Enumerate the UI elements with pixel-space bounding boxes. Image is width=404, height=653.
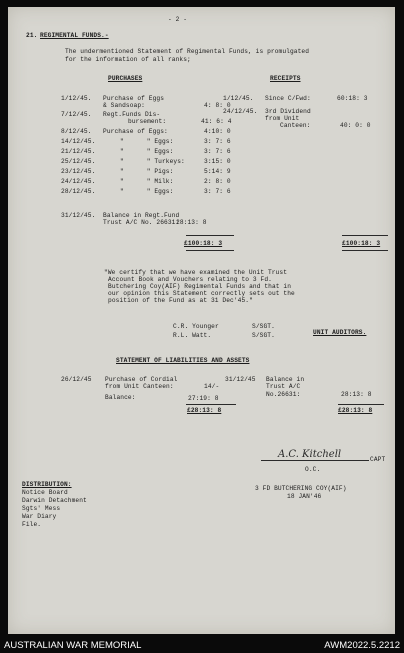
liability-balance-label: Balance: bbox=[105, 394, 136, 401]
signature-line bbox=[261, 460, 369, 461]
receipts-heading: RECEIPTS bbox=[270, 75, 301, 82]
purchase-desc: bursement: bbox=[128, 118, 167, 125]
rule bbox=[186, 404, 236, 405]
purchase-date: 8/12/45. bbox=[61, 128, 92, 135]
purchase-desc: " " Milk: bbox=[120, 178, 174, 185]
receipt-desc: Since C/Fwd: bbox=[265, 95, 311, 102]
footer-accession: AWM2022.5.2212 bbox=[324, 640, 400, 651]
distribution-item: Darwin Detachment bbox=[22, 497, 87, 504]
purchase-amount: 4:10: 0 bbox=[204, 128, 231, 135]
purchase-desc: " " Eggs: bbox=[120, 188, 174, 195]
signature-rank: CAPT bbox=[370, 456, 386, 463]
purchase-desc: & Sandsoap: bbox=[103, 102, 145, 109]
liability-line: Purchase of Cordial bbox=[105, 376, 178, 383]
purchase-date: 7/12/45. bbox=[61, 111, 92, 118]
purchase-amount: 3: 7: 6 bbox=[204, 188, 231, 195]
certify-line: "We certify that we have examined the Unit Trust bbox=[104, 269, 288, 276]
page-number: - 2 - bbox=[168, 16, 188, 23]
receipt-desc: Canteen: bbox=[280, 122, 311, 129]
purchase-desc: " " Pigs: bbox=[120, 168, 174, 175]
liabilities-heading: STATEMENT OF LIABILITIES AND ASSETS bbox=[116, 357, 250, 364]
distribution-item: War Diary bbox=[22, 513, 57, 520]
certify-line: Butchering Coy(AIF) Regimental Funds and that in bbox=[108, 283, 292, 290]
liability-date: 26/12/45 bbox=[61, 376, 92, 383]
purchase-desc: Regt.Funds Dis- bbox=[103, 111, 161, 118]
balance-line: Balance in Regt.Fund bbox=[103, 212, 180, 219]
section-number: 21. bbox=[26, 32, 38, 39]
balance-date: 31/12/45. bbox=[61, 212, 96, 219]
intro-line: for the information of all ranks; bbox=[65, 56, 191, 63]
assets-total: £28:13: 8 bbox=[338, 407, 373, 414]
certify-line: position of the Fund as at 31 Dec'45." bbox=[108, 297, 253, 304]
balance-line: Trust A/C No. 26631: bbox=[103, 219, 180, 226]
purchase-desc: " " Eggs: bbox=[120, 138, 174, 145]
auditor-name: R.L. Watt. bbox=[173, 332, 212, 339]
purchase-date: 25/12/45. bbox=[61, 158, 96, 165]
receipt-date: 24/12/45. bbox=[223, 108, 258, 115]
asset-line: Trust A/C bbox=[266, 383, 301, 390]
asset-date: 31/12/45 bbox=[225, 376, 256, 383]
receipt-date: 1/12/45. bbox=[223, 95, 254, 102]
auditor-rank: S/SGT. bbox=[252, 332, 275, 339]
liability-line: from Unit Canteen: bbox=[105, 383, 174, 390]
purchase-amount: 3:15: 0 bbox=[204, 158, 231, 165]
asset-line: No.26631: bbox=[266, 391, 301, 398]
auditor-name: C.R. Younger bbox=[173, 323, 219, 330]
auditors-label: UNIT AUDITORS. bbox=[313, 329, 367, 336]
receipt-desc: 3rd Dividend bbox=[265, 108, 311, 115]
footer-source: AUSTRALIAN WAR MEMORIAL bbox=[4, 640, 142, 651]
handwritten-signature: A.C. Kitchell bbox=[278, 449, 342, 460]
purchase-desc: " " Turkeys: bbox=[120, 158, 185, 165]
purchase-desc: " " Eggs: bbox=[120, 148, 174, 155]
purchase-amount: 41: 6: 4 bbox=[201, 118, 232, 125]
purchase-amount: 3: 7: 6 bbox=[204, 148, 231, 155]
purchase-date: 28/12/45. bbox=[61, 188, 96, 195]
issue-date: 18 JAN'46 bbox=[287, 493, 322, 500]
purchase-amount: 2: 8: 0 bbox=[204, 178, 231, 185]
certify-line: our opinion this Statement correctly sets out the bbox=[108, 290, 295, 297]
asset-amount: 28:13: 8 bbox=[341, 391, 372, 398]
section-title: REGIMENTAL FUNDS.- bbox=[40, 32, 109, 39]
intro-line: The undermentioned Statement of Regimental Funds, is promulgated bbox=[65, 48, 310, 55]
certify-line: Account Book and Vouchers relating to 3 Fd. bbox=[108, 276, 272, 283]
liability-balance: 27:19: 8 bbox=[188, 395, 219, 402]
distribution-heading: DISTRIBUTION: bbox=[22, 481, 72, 488]
receipt-desc: from Unit bbox=[265, 115, 300, 122]
purchase-amount: 4: 8: 0 bbox=[204, 102, 231, 109]
purchase-date: 23/12/45. bbox=[61, 168, 96, 175]
auditor-rank: S/SGT. bbox=[252, 323, 275, 330]
unit-name: 3 FD BUTCHERING COY(AIF) bbox=[255, 485, 347, 492]
distribution-item: File. bbox=[22, 521, 42, 528]
rule bbox=[338, 404, 384, 405]
purchase-amount: 5:14: 9 bbox=[204, 168, 231, 175]
purchase-amount: 3: 7: 6 bbox=[204, 138, 231, 145]
rule bbox=[186, 235, 234, 236]
liability-amount: 14/- bbox=[204, 383, 220, 390]
purchase-date: 1/12/45. bbox=[61, 95, 92, 102]
signature-title: O.C. bbox=[305, 466, 321, 473]
purchases-total: £100:18: 3 bbox=[184, 240, 223, 247]
purchase-date: 21/12/45. bbox=[61, 148, 96, 155]
purchase-desc: Purchase of Eggs: bbox=[103, 128, 168, 135]
purchase-date: 14/12/45. bbox=[61, 138, 96, 145]
rule bbox=[186, 250, 234, 251]
document-page bbox=[8, 7, 395, 634]
receipts-total: £100:18: 3 bbox=[342, 240, 381, 247]
purchase-date: 24/12/45. bbox=[61, 178, 96, 185]
liabilities-total: £28:13: 8 bbox=[187, 407, 222, 414]
asset-line: Balance in bbox=[266, 376, 305, 383]
distribution-item: Notice Board bbox=[22, 489, 68, 496]
receipt-amount: 60:18: 3 bbox=[337, 95, 368, 102]
footer-bar bbox=[0, 638, 404, 653]
receipt-amount: 40: 0: 0 bbox=[340, 122, 371, 129]
purchase-desc: Purchase of Eggs bbox=[103, 95, 165, 102]
distribution-item: Sgts' Mess bbox=[22, 505, 61, 512]
balance-amount: 28:13: 8 bbox=[176, 219, 207, 226]
rule bbox=[342, 235, 388, 236]
rule bbox=[342, 250, 388, 251]
purchases-heading: PURCHASES bbox=[108, 75, 143, 82]
